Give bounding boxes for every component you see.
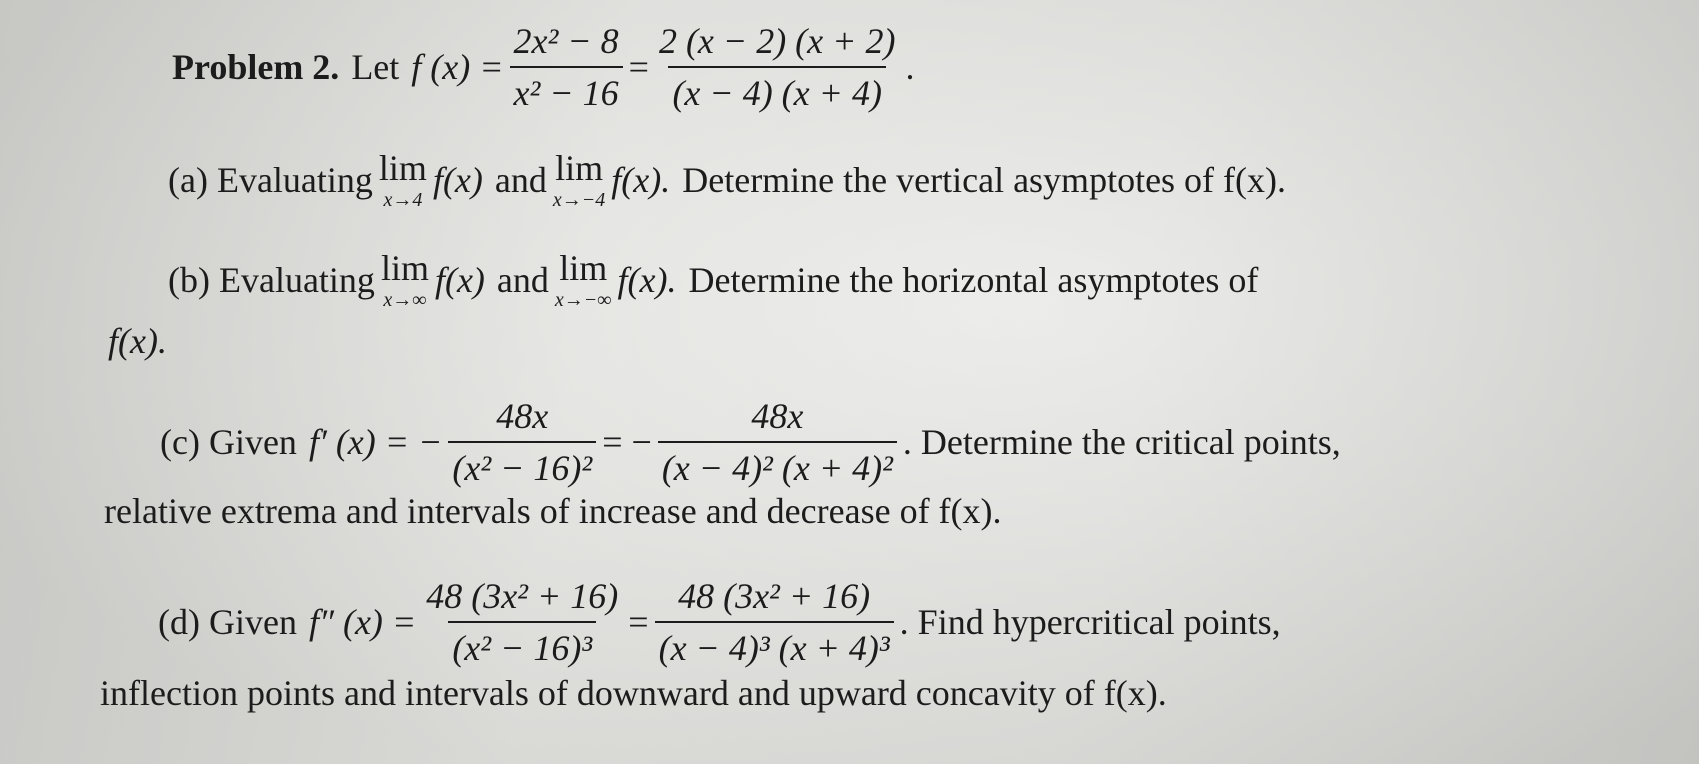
part-d-label: (d) Given <box>158 602 297 642</box>
limit-1 <box>379 150 427 210</box>
part-c-label: (c) Given <box>160 422 297 462</box>
equals-minus: = − <box>602 422 652 462</box>
fraction-2 <box>658 395 897 489</box>
part-c <box>160 395 1341 489</box>
fraction-1-numerator: 2x² − 8 <box>513 21 619 61</box>
part-c-rest: . Determine the critical points, <box>902 422 1341 462</box>
part-b <box>168 250 1258 310</box>
lim-subscript: x→4 <box>383 189 423 211</box>
function-ref: f(x) <box>434 260 485 300</box>
fraction-2 <box>655 20 900 114</box>
fraction-1-numerator: 48x <box>496 396 549 436</box>
fraction-2-denominator: (x − 4)³ (x + 4)³ <box>655 621 894 669</box>
fraction-1 <box>448 395 596 489</box>
fraction-2-numerator: 2 (x − 2) (x + 2) <box>658 21 896 61</box>
and-word: and <box>496 260 549 300</box>
limit-1 <box>381 250 429 310</box>
part-d-line-2: inflection points and intervals of downward and upward concavity of f(x). <box>100 673 1167 713</box>
lim-word: lim <box>559 248 608 288</box>
first-derivative: f′ (x) = − <box>308 422 443 462</box>
lim-word: lim <box>555 148 604 188</box>
fraction-2-denominator: (x − 4) (x + 4) <box>668 66 886 114</box>
fraction-2-numerator: 48 (3x² + 16) <box>678 576 871 616</box>
fraction-2 <box>655 575 894 669</box>
let-word: Let <box>351 47 400 87</box>
period: . <box>905 47 915 87</box>
fraction-1-denominator: x² − 16 <box>510 66 623 114</box>
part-d <box>158 575 1281 669</box>
limit-2 <box>555 250 612 310</box>
lim-word: lim <box>378 148 427 188</box>
fraction-2-numerator: 48x <box>751 396 804 436</box>
part-b-label: (b) Evaluating <box>168 260 375 300</box>
fraction-1 <box>422 575 622 669</box>
function-name: f (x) = <box>411 47 504 87</box>
limit-2 <box>553 150 605 210</box>
lim-word: lim <box>380 248 429 288</box>
problem-heading: Problem 2. <box>172 47 340 87</box>
problem-statement <box>172 20 914 114</box>
function-ref: f(x). <box>611 160 671 200</box>
part-a <box>168 150 1286 210</box>
fraction-1-denominator: (x² − 16)³ <box>448 621 596 669</box>
part-a-label: (a) Evaluating <box>168 160 373 200</box>
fraction-2-denominator: (x − 4)² (x + 4)² <box>658 441 897 489</box>
lim-subscript: x→−∞ <box>554 289 612 311</box>
part-b-rest: Determine the horizontal asymptotes of <box>688 260 1259 300</box>
part-a-rest: Determine the vertical asymptotes of f(x). <box>682 160 1287 200</box>
function-ref: f(x). <box>617 260 677 300</box>
fraction-1-denominator: (x² − 16)² <box>448 441 596 489</box>
second-derivative: f″ (x) = <box>308 602 417 642</box>
fraction-1 <box>510 20 623 114</box>
part-d-rest: . Find hypercritical points, <box>899 602 1281 642</box>
and-word: and <box>494 160 547 200</box>
fraction-1-numerator: 48 (3x² + 16) <box>426 576 619 616</box>
part-b-line-2: f(x). <box>108 321 167 361</box>
function-ref: f(x) <box>432 160 483 200</box>
lim-subscript: x→−4 <box>552 189 606 211</box>
part-c-line-2: relative extrema and intervals of increase and decrease of f(x). <box>104 491 1002 531</box>
equals-sign: = <box>628 47 649 87</box>
lim-subscript: x→∞ <box>383 289 427 311</box>
equals-sign: = <box>628 602 649 642</box>
